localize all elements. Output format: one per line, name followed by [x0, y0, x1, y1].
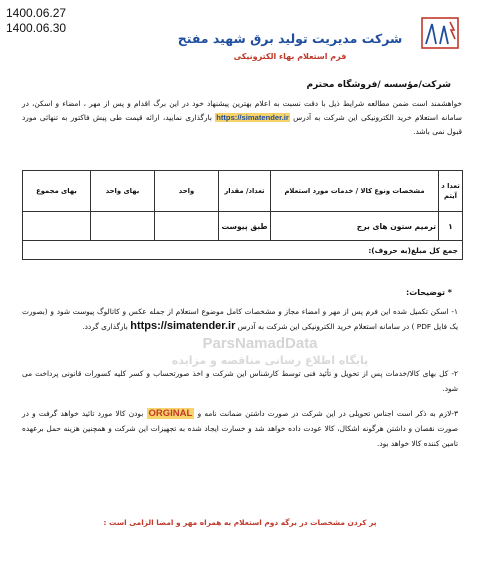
footer-note: پر کردن مشخصات در برگه دوم استعلام به همراه مهر و امضا الزامی است :	[103, 518, 377, 527]
date-2: 1400.06.30	[6, 21, 67, 35]
cell-unit-price[interactable]	[91, 212, 155, 241]
items-table	[22, 170, 463, 260]
note-1-text-b: بارگذاری گردد.	[82, 322, 131, 331]
cell-total-price[interactable]	[23, 212, 91, 241]
note-3	[22, 406, 458, 451]
watermark-text: ParsNamadData	[202, 335, 318, 352]
col-header-total-price: بهای مجموع	[23, 171, 91, 212]
note-1-text-a: ۱- اسکن تکمیل شده این فرم پس از مهر و امضاء مجاز و مشخصات کامل موضوع استعلام از جمله عکس و کاتالوگ پیوست شود و (بصورت یک فایل PDF ) در سامانه استعلام خرید الکترونیکی این شرکت به آدرس	[22, 307, 458, 331]
original-badge: ORGINAL	[148, 408, 193, 419]
intro-text-1: خواهشمند است ضمن مطالعه شرایط ذیل با دقت نسبت به اعلام بهترین پیشنهاد خود در این برگ اقدام و پس از مهر ، امضاء و اسکن، در سامانه استعلام خرید الکترونیکی این شرکت به آدرس	[22, 99, 462, 122]
col-header-quantity: تعداد/ مقدار	[219, 171, 271, 212]
cell-row-number: ۱	[439, 212, 463, 241]
table-row	[23, 212, 463, 241]
notes-title: * توضیحات:	[406, 288, 452, 297]
col-header-unit-price: بهای واحد	[91, 171, 155, 212]
col-header-unit: واحد	[155, 171, 219, 212]
total-in-words-label[interactable]: جمع کل مبلغ(به حروف):	[23, 241, 463, 260]
col-header-description: مشخصات ونوع کالا / خدمات مورد استعلام	[271, 171, 439, 212]
power-plant-logo-icon	[418, 12, 462, 54]
watermark-subtext: پایگاه اطلاع رسانی مناقصه و مزایده	[171, 354, 369, 367]
intro-text-2: بارگذاری نمایید، ارائه قیمت طی پیش فاکتور به تنهائی مورد قبول نمی باشد.	[22, 113, 462, 136]
cell-quantity: طبق پیوست	[219, 212, 271, 241]
addressee: شرکت/مؤسسه /فروشگاه محترم	[306, 80, 451, 90]
date-1: 1400.06.27	[6, 6, 67, 20]
note-3-text-a: ۳-لازم به ذکر است اجناس تحویلی در این شرکت در صورت داشتن ضمانت نامه و	[197, 409, 458, 418]
note-1-url-link[interactable]: https://simatender.ir	[130, 320, 236, 332]
cell-item-description: ترمیم ستون های برج	[271, 212, 439, 241]
note-3-text-b: بودن کالا مورد تائید خواهد گرفت و در صورت نقصان و داشتن هرگونه اشکال، کالا عودت داده خواهد شد و خسارت ایجاد شده به تجهیزات این شرکت و همچنین هزینه حمل برعهده تامین کننده کالا خواهد بود.	[22, 409, 458, 448]
intro-url-link[interactable]: https://simatender.ir	[216, 113, 289, 122]
note-2: ۲- کل بهای کالا/خدمات پس از تحویل و تأئید فنی توسط کارشناس این شرکت و اخذ صورتحساب و کسر کلیه کسورات قانونی پرداخت می شود.	[22, 369, 458, 393]
dates-block	[6, 6, 66, 36]
total-row	[23, 241, 463, 260]
form-subtitle: فرم استعلام بهاء الکترونیکی	[233, 52, 347, 61]
cell-unit[interactable]	[155, 212, 219, 241]
intro-paragraph	[22, 97, 462, 139]
company-title: شرکت مدیریت تولید برق شهید مفتح	[177, 31, 403, 46]
table-header-row	[23, 171, 463, 212]
note-1	[22, 304, 458, 334]
col-header-count: تعدا د آیتم	[439, 171, 463, 212]
